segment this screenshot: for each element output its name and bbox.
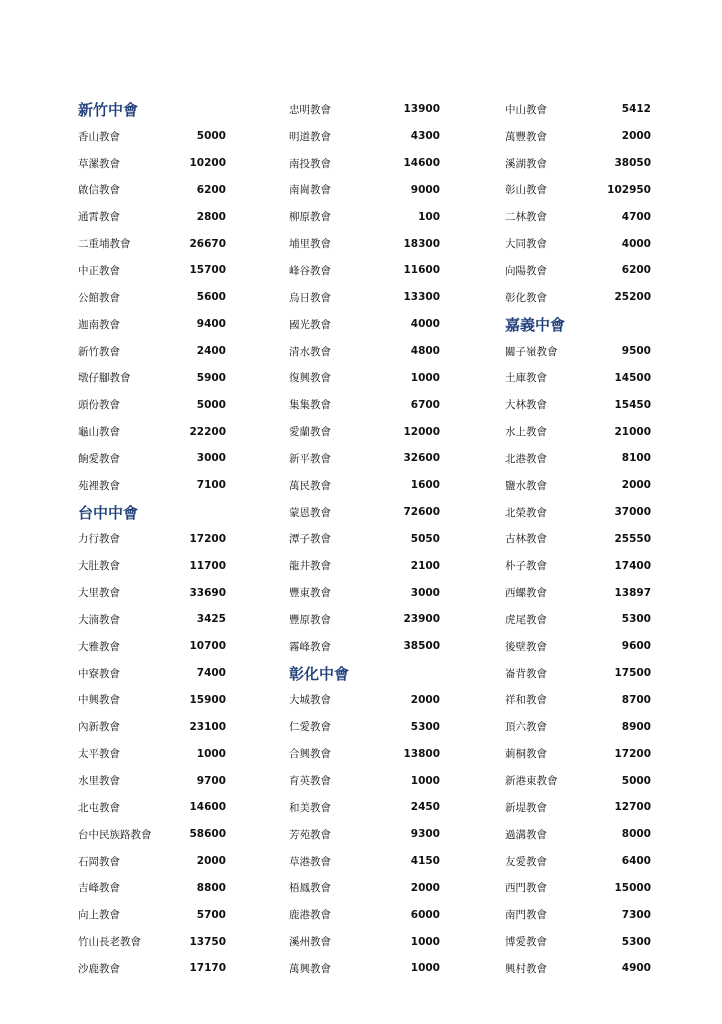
- church-name: 梧鳳教會: [289, 882, 331, 895]
- church-name: 忠明教會: [289, 103, 331, 116]
- church-row: [505, 606, 651, 633]
- church-row: [505, 579, 651, 606]
- church-name: 向陽教會: [505, 264, 547, 277]
- church-name: 溪州教會: [289, 936, 331, 949]
- donation-amount: 5050: [410, 532, 440, 545]
- church-row: [78, 794, 226, 821]
- donation-amount: 13897: [614, 586, 651, 599]
- donation-amount: 5412: [621, 103, 651, 116]
- church-row: [289, 96, 440, 123]
- church-name: 大林教會: [505, 399, 547, 412]
- church-name: 集集教會: [289, 399, 331, 412]
- donation-amount: 6000: [410, 908, 440, 921]
- church-name: 大肚教會: [78, 560, 120, 573]
- church-name: 古林教會: [505, 533, 547, 546]
- church-row: [289, 794, 440, 821]
- church-name: 二重埔教會: [78, 238, 131, 251]
- church-row: [505, 472, 651, 499]
- donation-amount: 15700: [189, 264, 226, 277]
- church-name: 大同教會: [505, 238, 547, 251]
- church-row: [78, 874, 226, 901]
- church-name: 內新教會: [78, 721, 120, 734]
- church-name: 竹山長老教會: [78, 936, 141, 949]
- church-row: [289, 257, 440, 284]
- church-name: 明道教會: [289, 130, 331, 143]
- church-row: [78, 364, 226, 391]
- church-row: [505, 633, 651, 660]
- church-row: [289, 928, 440, 955]
- church-row: [78, 606, 226, 633]
- church-name: 龍井教會: [289, 560, 331, 573]
- donation-amount: 14600: [189, 801, 226, 814]
- church-name: 向上教會: [78, 909, 120, 922]
- donation-amount: 7100: [196, 479, 226, 492]
- donation-amount: 18300: [403, 237, 440, 250]
- church-name: 新港東教會: [505, 775, 558, 788]
- church-name: 沙鹿教會: [78, 962, 120, 975]
- donation-amount: 9300: [410, 828, 440, 841]
- church-name: 芳苑教會: [289, 828, 331, 841]
- church-name: 土庫教會: [505, 372, 547, 385]
- church-name: 草漯教會: [78, 157, 120, 170]
- church-name: 香山教會: [78, 130, 120, 143]
- donation-amount: 17170: [189, 962, 226, 975]
- donation-amount: 8000: [621, 828, 651, 841]
- church-row: [289, 284, 440, 311]
- presbytery-title: 新竹中會: [78, 100, 139, 119]
- church-row: [78, 821, 226, 848]
- church-row: [505, 526, 651, 553]
- church-name: 友愛教會: [505, 855, 547, 868]
- donation-amount: 1000: [410, 371, 440, 384]
- church-row: [289, 150, 440, 177]
- church-name: 復興教會: [289, 372, 331, 385]
- church-row: [78, 660, 226, 687]
- donation-amount: 13900: [403, 103, 440, 116]
- church-row: [505, 150, 651, 177]
- church-name: 水里教會: [78, 775, 120, 788]
- donation-amount: 2000: [410, 693, 440, 706]
- church-row: [505, 391, 651, 418]
- church-row: [505, 794, 651, 821]
- church-name: 溪湖教會: [505, 157, 547, 170]
- church-row: [78, 203, 226, 230]
- church-name: 通霄教會: [78, 211, 120, 224]
- presbytery-header: [78, 96, 226, 123]
- church-name: 南崗教會: [289, 184, 331, 197]
- donation-amount: 10700: [189, 640, 226, 653]
- church-row: [289, 364, 440, 391]
- church-name: 萬興教會: [289, 962, 331, 975]
- church-row: [505, 364, 651, 391]
- church-row: [78, 552, 226, 579]
- church-name: 龜山教會: [78, 426, 120, 439]
- church-name: 豐原教會: [289, 613, 331, 626]
- church-row: [78, 257, 226, 284]
- church-row: [78, 472, 226, 499]
- donation-amount: 2100: [410, 559, 440, 572]
- church-row: [505, 848, 651, 875]
- church-name: 興村教會: [505, 962, 547, 975]
- church-row: [78, 150, 226, 177]
- church-row: [505, 230, 651, 257]
- church-name: 啟信教會: [78, 184, 120, 197]
- church-row: [289, 848, 440, 875]
- donation-amount: 38500: [403, 640, 440, 653]
- church-name: 力行教會: [78, 533, 120, 546]
- church-name: 烏日教會: [289, 291, 331, 304]
- church-name: 北屯教會: [78, 801, 120, 814]
- church-name: 過溝教會: [505, 828, 547, 841]
- church-row: [78, 445, 226, 472]
- church-name: 中山教會: [505, 103, 547, 116]
- church-name: 頭份教會: [78, 399, 120, 412]
- donation-amount: 15450: [614, 398, 651, 411]
- church-name: 鹽水教會: [505, 479, 547, 492]
- donation-amount: 17400: [614, 559, 651, 572]
- church-row: [289, 445, 440, 472]
- church-row: [505, 418, 651, 445]
- church-name: 公館教會: [78, 291, 120, 304]
- church-row: [78, 177, 226, 204]
- church-row: [505, 901, 651, 928]
- church-row: [78, 418, 226, 445]
- church-row: [505, 445, 651, 472]
- presbytery-header: [289, 660, 440, 687]
- donation-amount: 23900: [403, 613, 440, 626]
- donation-amount: 1000: [410, 935, 440, 948]
- church-name: 墩仔腳教會: [78, 372, 131, 385]
- donation-amount: 8700: [621, 693, 651, 706]
- church-row: [78, 713, 226, 740]
- donation-amount: 21000: [614, 425, 651, 438]
- donation-amount: 1600: [410, 479, 440, 492]
- church-name: 博愛教會: [505, 936, 547, 949]
- church-name: 二林教會: [505, 211, 547, 224]
- donation-amount: 37000: [614, 506, 651, 519]
- church-row: [289, 499, 440, 526]
- donation-amount: 3000: [196, 452, 226, 465]
- donation-amount: 1000: [196, 747, 226, 760]
- church-name: 鹿港教會: [289, 909, 331, 922]
- donation-amount: 5600: [196, 291, 226, 304]
- donation-amount: 2800: [196, 210, 226, 223]
- donation-amount: 6200: [621, 264, 651, 277]
- church-name: 新竹教會: [78, 345, 120, 358]
- donation-amount: 8900: [621, 720, 651, 733]
- donation-amount: 9500: [621, 345, 651, 358]
- donation-amount: 32600: [403, 452, 440, 465]
- donation-amount: 5900: [196, 371, 226, 384]
- church-row: [505, 713, 651, 740]
- donation-amount: 12000: [403, 425, 440, 438]
- donation-amount: 3000: [410, 586, 440, 599]
- church-name: 彰化教會: [505, 291, 547, 304]
- donation-amount: 33690: [189, 586, 226, 599]
- church-row: [289, 633, 440, 660]
- church-row: [78, 687, 226, 714]
- church-row: [289, 579, 440, 606]
- church-name: 虎尾教會: [505, 613, 547, 626]
- donation-amount: 3425: [196, 613, 226, 626]
- church-row: [289, 311, 440, 338]
- church-row: [78, 928, 226, 955]
- column-2: [289, 96, 440, 982]
- donation-amount: 14600: [403, 157, 440, 170]
- donation-amount: 17500: [614, 667, 651, 680]
- donation-amount: 4300: [410, 130, 440, 143]
- church-name: 水上教會: [505, 426, 547, 439]
- donation-amount: 9700: [196, 774, 226, 787]
- donation-amount: 17200: [614, 747, 651, 760]
- donation-amount: 2000: [196, 855, 226, 868]
- donation-amount: 4900: [621, 962, 651, 975]
- donation-amount: 102950: [607, 183, 651, 196]
- donation-amount: 26670: [189, 237, 226, 250]
- church-name: 仁愛教會: [289, 721, 331, 734]
- church-name: 大湳教會: [78, 613, 120, 626]
- donation-amount: 11600: [403, 264, 440, 277]
- church-name: 南投教會: [289, 157, 331, 170]
- church-name: 祥和教會: [505, 694, 547, 707]
- presbytery-header: [505, 311, 651, 338]
- church-row: [289, 391, 440, 418]
- church-name: 合興教會: [289, 748, 331, 761]
- church-name: 北港教會: [505, 452, 547, 465]
- donation-amount: 100: [418, 210, 440, 223]
- church-name: 和美教會: [289, 801, 331, 814]
- donation-amount: 2400: [196, 345, 226, 358]
- church-row: [505, 284, 651, 311]
- church-row: [505, 740, 651, 767]
- donation-amount: 5700: [196, 908, 226, 921]
- donation-amount: 9000: [410, 183, 440, 196]
- church-name: 新堤教會: [505, 801, 547, 814]
- donation-amount: 12700: [614, 801, 651, 814]
- church-name: 西門教會: [505, 882, 547, 895]
- church-row: [505, 552, 651, 579]
- church-row: [78, 633, 226, 660]
- church-name: 迦南教會: [78, 318, 120, 331]
- church-row: [505, 874, 651, 901]
- church-name: 萬民教會: [289, 479, 331, 492]
- church-name: 萬豐教會: [505, 130, 547, 143]
- church-row: [505, 687, 651, 714]
- church-row: [505, 660, 651, 687]
- donation-amount: 25200: [614, 291, 651, 304]
- church-name: 大城教會: [289, 694, 331, 707]
- donation-amount: 72600: [403, 506, 440, 519]
- church-row: [505, 123, 651, 150]
- church-row: [289, 418, 440, 445]
- church-name: 豐東教會: [289, 587, 331, 600]
- donation-amount: 8800: [196, 881, 226, 894]
- church-name: 北榮教會: [505, 506, 547, 519]
- donation-amount: 22200: [189, 425, 226, 438]
- donation-amount: 4700: [621, 210, 651, 223]
- donation-amount: 6400: [621, 855, 651, 868]
- church-row: [289, 203, 440, 230]
- donation-amount: 4800: [410, 345, 440, 358]
- church-row: [289, 767, 440, 794]
- church-row: [289, 472, 440, 499]
- donation-amount: 25550: [614, 532, 651, 545]
- church-row: [78, 767, 226, 794]
- church-name: 潭子教會: [289, 533, 331, 546]
- church-row: [505, 767, 651, 794]
- church-name: 苑裡教會: [78, 479, 120, 492]
- donation-amount: 4150: [410, 855, 440, 868]
- church-name: 崙背教會: [505, 667, 547, 680]
- church-name: 彰山教會: [505, 184, 547, 197]
- church-row: [289, 552, 440, 579]
- donation-amount: 8100: [621, 452, 651, 465]
- church-row: [505, 338, 651, 365]
- church-name: 國光教會: [289, 318, 331, 331]
- church-row: [289, 687, 440, 714]
- donation-amount: 38050: [614, 157, 651, 170]
- donation-amount: 1000: [410, 962, 440, 975]
- church-name: 關子嶺教會: [505, 345, 558, 358]
- donation-amount: 10200: [189, 157, 226, 170]
- church-name: 石岡教會: [78, 855, 120, 868]
- church-row: [505, 821, 651, 848]
- church-row: [289, 606, 440, 633]
- church-row: [289, 874, 440, 901]
- donation-amount: 2450: [410, 801, 440, 814]
- church-row: [289, 177, 440, 204]
- donation-amount: 15000: [614, 881, 651, 894]
- church-name: 中正教會: [78, 264, 120, 277]
- church-name: 中興教會: [78, 694, 120, 707]
- donation-amount: 1000: [410, 774, 440, 787]
- church-row: [505, 499, 651, 526]
- church-name: 愛蘭教會: [289, 426, 331, 439]
- church-row: [289, 821, 440, 848]
- church-row: [78, 338, 226, 365]
- church-name: 蒙恩教會: [289, 506, 331, 519]
- church-row: [78, 230, 226, 257]
- donation-amount: 6700: [410, 398, 440, 411]
- donation-amount: 5300: [410, 720, 440, 733]
- church-row: [289, 955, 440, 982]
- church-name: 柳原教會: [289, 211, 331, 224]
- church-name: 育英教會: [289, 775, 331, 788]
- church-name: 西螺教會: [505, 587, 547, 600]
- donation-amount: 13300: [403, 291, 440, 304]
- donation-amount: 2000: [621, 479, 651, 492]
- donation-amount: 13750: [189, 935, 226, 948]
- church-name: 霧峰教會: [289, 640, 331, 653]
- church-row: [505, 955, 651, 982]
- donation-amount: 5300: [621, 613, 651, 626]
- donation-amount: 7300: [621, 908, 651, 921]
- church-row: [289, 713, 440, 740]
- church-name: 太平教會: [78, 748, 120, 761]
- donation-amount: 2000: [410, 881, 440, 894]
- church-name: 埔里教會: [289, 238, 331, 251]
- church-row: [505, 928, 651, 955]
- donation-amount: 9600: [621, 640, 651, 653]
- church-name: 草港教會: [289, 855, 331, 868]
- church-name: 中寮教會: [78, 667, 120, 680]
- church-row: [289, 526, 440, 553]
- church-name: 吉峰教會: [78, 882, 120, 895]
- church-name: 朴子教會: [505, 560, 547, 573]
- donation-amount: 9400: [196, 318, 226, 331]
- presbytery-title: 嘉義中會: [505, 315, 566, 334]
- church-row: [289, 740, 440, 767]
- donation-amount: 4000: [621, 237, 651, 250]
- donation-amount: 17200: [189, 532, 226, 545]
- church-name: 南門教會: [505, 909, 547, 922]
- church-row: [78, 579, 226, 606]
- church-row: [78, 848, 226, 875]
- church-name: 台中民族路教會: [78, 828, 152, 841]
- donation-amount: 15900: [189, 693, 226, 706]
- presbytery-title: 台中中會: [78, 503, 139, 522]
- donation-amount: 5000: [196, 398, 226, 411]
- church-row: [78, 123, 226, 150]
- presbytery-title: 彰化中會: [289, 664, 350, 683]
- donation-amount: 2000: [621, 130, 651, 143]
- donation-amount: 5000: [621, 774, 651, 787]
- church-row: [78, 311, 226, 338]
- church-name: 餉愛教會: [78, 452, 120, 465]
- church-row: [505, 177, 651, 204]
- church-row: [289, 123, 440, 150]
- donation-amount: 7400: [196, 667, 226, 680]
- donation-amount: 5000: [196, 130, 226, 143]
- donation-amount: 6200: [196, 183, 226, 196]
- church-row: [505, 96, 651, 123]
- church-name: 後壁教會: [505, 640, 547, 653]
- presbytery-header: [78, 499, 226, 526]
- church-row: [78, 284, 226, 311]
- church-row: [78, 526, 226, 553]
- column-3: [505, 96, 651, 982]
- donation-amount: 11700: [189, 559, 226, 572]
- church-name: 峰谷教會: [289, 264, 331, 277]
- church-name: 莿桐教會: [505, 748, 547, 761]
- church-row: [505, 203, 651, 230]
- donation-amount: 5300: [621, 935, 651, 948]
- church-row: [78, 955, 226, 982]
- church-name: 大里教會: [78, 587, 120, 600]
- church-name: 大雅教會: [78, 640, 120, 653]
- donation-amount: 13800: [403, 747, 440, 760]
- church-name: 新平教會: [289, 452, 331, 465]
- church-name: 頂六教會: [505, 721, 547, 734]
- church-row: [78, 740, 226, 767]
- church-row: [289, 901, 440, 928]
- church-row: [505, 257, 651, 284]
- church-row: [78, 391, 226, 418]
- church-name: 清水教會: [289, 345, 331, 358]
- donation-amount: 4000: [410, 318, 440, 331]
- church-row: [289, 230, 440, 257]
- column-1: [78, 96, 226, 982]
- church-row: [78, 901, 226, 928]
- donation-amount: 14500: [614, 371, 651, 384]
- church-row: [289, 338, 440, 365]
- donation-amount: 23100: [189, 720, 226, 733]
- donation-amount: 58600: [189, 828, 226, 841]
